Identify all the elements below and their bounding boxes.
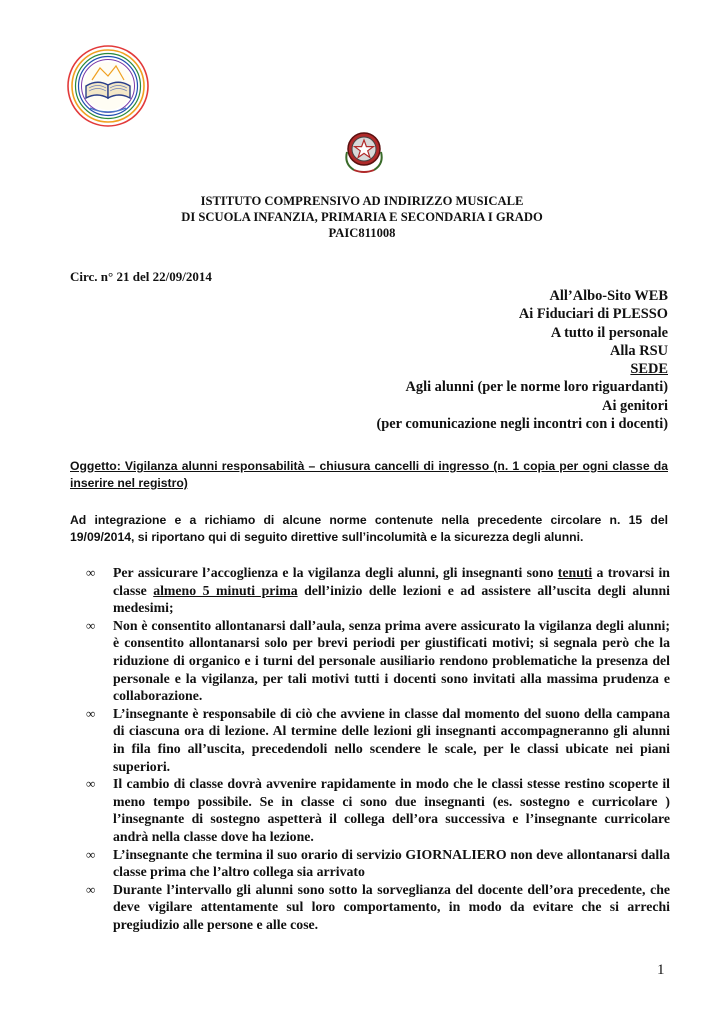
underlined-text: tenuti [557,565,593,580]
recipients-block [376,287,668,433]
list-item-text: Per assicurare l’accoglienza e la vigilanza degli alunni, gli insegnanti sono [113,565,558,580]
infinity-bullet-icon: ∞ [86,617,96,633]
infinity-bullet-icon: ∞ [86,705,96,721]
recipient-line: Ai genitori [602,397,668,414]
list-item [84,775,670,845]
list-item-text: Non è consentito allontanarsi dall’aula, senza prima avere assicurato la vigilanza degli alunni; è consentito allontanarsi solo per brevi periodi per giustificati motivi; si segnala però che la riduzione di organico e i turni del personale ausiliario rendono problematiche la presenza del personale e la vigilanza, per tali motivi tutti i docenti sono invitati alla massima prudenza e collaborazione. [113,617,670,704]
directives-list [84,564,670,933]
list-item-text: Il cambio di classe dovrà avvenire rapidamente in modo che le classi stesse restino scoperte il meno tempo possibile. Se in classe ci sono due insegnanti (es. sostegno e curricolare ) l’insegnante di sostegno aspetterà il collega dell’ora successiva e l’insegnante curricolare andrà nella classe dove ha lezione. [113,776,670,844]
infinity-bullet-icon: ∞ [86,881,96,897]
list-item [84,564,670,617]
school-name-line-1: ISTITUTO COMPRENSIVO AD INDIRIZZO MUSICALE [200,194,524,208]
recipient-line: Alla RSU [610,342,668,359]
school-name-line-2: DI SCUOLA INFANZIA, PRIMARIA E SECONDARIA I GRADO [181,210,543,224]
page-number: 1 [657,962,665,978]
list-item-text: L’insegnante che termina il suo orario di servizio GIORNALIERO non deve allontanarsi dalla classe prima che l’altro collega sia arrivato [113,846,670,880]
list-item-text: L’insegnante è responsabile di ciò che avviene in classe dal momento del suono della campana di ciascuna ora di lezione. Al termine delle lezioni gli insegnanti accompagneranno gli alunni in fila fino all’uscita, precedendoli nello scendere le scale, per le classi ubicate nei piani superiori. [113,705,670,774]
underlined-text: almeno 5 minuti prima [153,582,298,598]
circular-number-date: Circ. n° 21 del 22/09/2014 [70,269,212,284]
list-item [84,617,670,705]
list-item [84,705,670,775]
subject-line: Oggetto: Vigilanza alunni responsabilità – chiusura cancelli di ingresso (n. 1 copia per ogni classe da inserire nel registro) [70,459,668,490]
italian-republic-emblem-icon [342,128,386,176]
list-item-text: Durante l’intervallo gli alunni sono sotto la sorveglianza del docente dell’ora precedente, che deve vigilare attentamente sul loro comportamento, in modo da evitare che si arrechi pregiudizio alle persone e alle cose. [113,881,670,932]
recipient-line: (per comunicazione negli incontri con i docenti) [376,416,668,433]
list-item [84,846,670,881]
infinity-bullet-icon: ∞ [86,565,96,580]
recipient-line: Agli alunni (per le norme loro riguardanti) [405,379,668,396]
infinity-bullet-icon: ∞ [86,776,96,792]
list-item-text: dell’inizio delle lezioni e ad assistere all’uscita degli alunni medesimi; [113,582,670,616]
recipient-line-sede: SEDE [630,361,668,378]
list-item-text: a trovarsi in classe [113,565,670,598]
list-item [84,881,670,934]
intro-paragraph: Ad integrazione e a richiamo di alcune norme contenute nella precedente circolare n. 15 del 19/09/2014, si riportano qui di seguito direttive sull’incolumità e la sicurezza degli alunni. [70,513,668,544]
recipient-line: A tutto il personale [550,324,668,341]
recipient-line: Ai Fiduciari di PLESSO [518,306,668,323]
infinity-bullet-icon: ∞ [86,846,96,862]
recipient-line: All’Albo-Sito WEB [549,288,668,304]
school-logo-open-book-icon [66,42,150,134]
school-code: PAIC811008 [328,226,396,240]
